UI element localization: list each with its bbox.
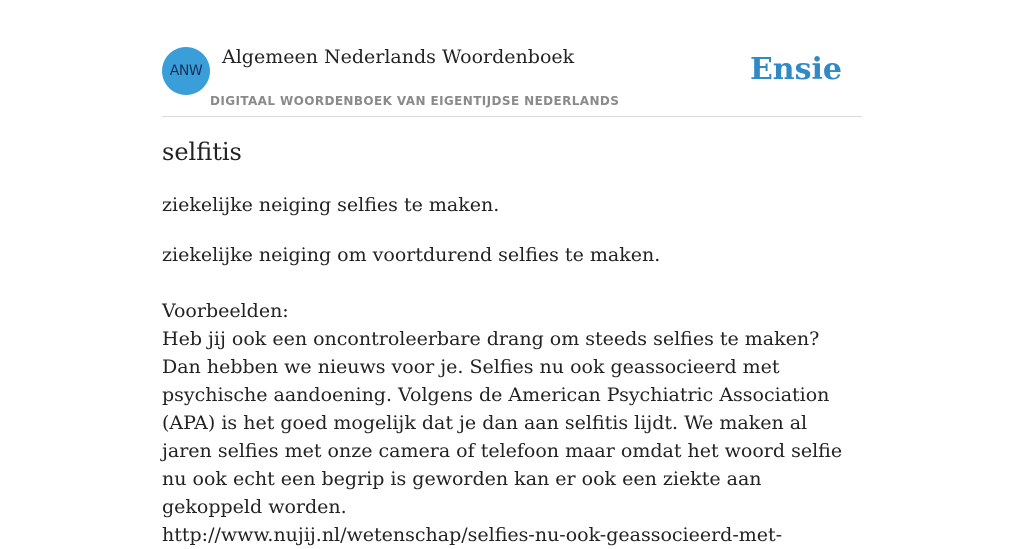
example-source-link[interactable]: http://www.nujij.nl/wetenschap/selfies-nu-ook-geassocieerd-met-	[162, 524, 783, 546]
site-subtitle: DIGITAAL WOORDENBOEK VAN EIGENTIJDSE NEDERLANDS	[210, 94, 620, 108]
page	[162, 0, 862, 546]
examples-label: Voorbeelden:	[162, 300, 289, 322]
long-definition: ziekelijke neiging om voortdurend selfies te maken.	[162, 244, 661, 266]
spacer	[162, 269, 862, 297]
ensie-brand-link[interactable]: Ensie	[749, 52, 842, 87]
site-title[interactable]: Algemeen Nederlands Woordenboek	[222, 46, 575, 68]
example-text: Heb jij ook een oncontroleerbare drang om steeds selfies te maken? Dan hebben we nieuws voor je. Selfies nu ook geassocieerd met psychische aandoening. Volgens de American Psychiatric Association (APA) is het goed mogelijk dat je dan aan selfitis lijdt. We maken al jaren selfies met onze camera of telefoon maar omdat het woord selfie nu ook echt een begrip is geworden kan er ook een ziekte aan gekoppeld worden.	[162, 328, 843, 518]
entry-word: selfitis	[162, 138, 242, 166]
short-definition: ziekelijke neiging selfies te maken.	[162, 194, 500, 216]
logo-text: ANW	[169, 63, 203, 79]
entry-body	[162, 241, 862, 549]
anw-logo[interactable]	[162, 47, 210, 95]
site-header	[162, 0, 862, 117]
